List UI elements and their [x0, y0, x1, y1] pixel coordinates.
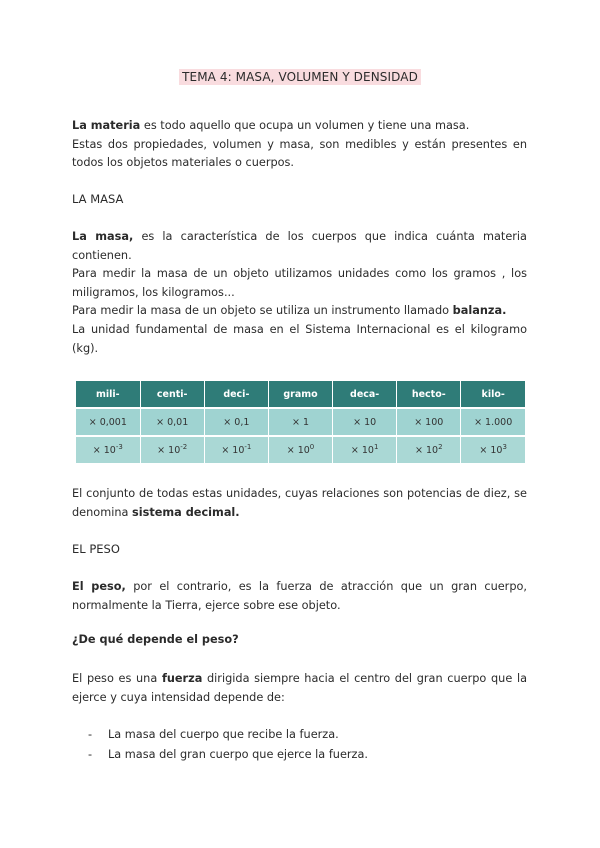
- decimal-paragraph: El conjunto de todas estas unidades, cuyas relaciones son potencias de diez, se denomina sistema decimal.: [72, 487, 527, 519]
- table-header-cell: hecto-: [397, 381, 461, 408]
- table-cell: × 1.000: [461, 408, 525, 436]
- page-title: TEMA 4: MASA, VOLUMEN Y DENSIDAD: [0, 70, 600, 84]
- peso-definition: El peso es una fuerza dirigida siempre hacia el centro del gran cuerpo que la ejerce y cuya intensidad depende de:: [72, 672, 528, 704]
- table-cell: × 1: [268, 408, 332, 436]
- table-cell: × $10^{-1}$: [204, 436, 268, 463]
- list-dash: -: [88, 748, 93, 761]
- table-header-cell: deca-: [333, 381, 397, 408]
- table-header-cell: kilo-: [461, 381, 525, 408]
- list-item: - La masa del gran cuerpo que ejerce la fuerza.: [88, 745, 368, 765]
- table-cell: × $10^{-3}$: [76, 436, 140, 463]
- list-dash: -: [88, 728, 93, 741]
- section-heading-peso: EL PESO: [72, 542, 120, 556]
- list-item: - La masa del cuerpo que recibe la fuerza.: [88, 725, 368, 745]
- table-header-cell: mili-: [76, 381, 140, 408]
- section-heading-masa: LA MASA: [72, 192, 124, 206]
- table-cell: × 0,1: [204, 408, 268, 436]
- table-row: [76, 408, 525, 436]
- table-cell: × $10^{-2}$: [140, 436, 204, 463]
- units-table: [76, 381, 525, 463]
- peso-paragraph: El peso, por el contrario, es la fuerza de atracción que un gran cuerpo, normalmente la Tierra, ejerce sobre ese objeto.: [72, 580, 527, 612]
- table-header-row: [76, 381, 525, 408]
- dependency-list: [88, 725, 368, 765]
- table-cell: × 100: [397, 408, 461, 436]
- table-row: [76, 436, 525, 463]
- table-cell: × $10^0$: [268, 436, 332, 463]
- table-cell: × $10^3$: [461, 436, 525, 463]
- table-cell: × $10^1$: [333, 436, 397, 463]
- intro-paragraph: La materia es todo aquello que ocupa un volumen y tiene una masa. Estas dos propiedades, volumen y masa, son medibles y están presentes en todos los objetos materiales o cuerpos.: [72, 119, 527, 170]
- table-cell: × 0,001: [76, 408, 140, 436]
- table-cell: × 10: [333, 408, 397, 436]
- table-header-cell: gramo: [268, 381, 332, 408]
- masa-paragraph: La masa, es la característica de los cuerpos que indica cuánta materia contienen. Para medir la masa de un objeto utilizamos unidades como los gramos , los miligramos, los kilogramos... Para medir la masa de un objeto se utiliza un instrumento llamado balanza. La unidad fundamental de masa en el Sistema Internacional es el kilogramo (kg).: [72, 230, 527, 355]
- table-cell: × $10^2$: [397, 436, 461, 463]
- table-header-cell: deci-: [204, 381, 268, 408]
- table-cell: × 0,01: [140, 408, 204, 436]
- table-header-cell: centi-: [140, 381, 204, 408]
- peso-question: ¿De qué depende el peso?: [72, 633, 239, 646]
